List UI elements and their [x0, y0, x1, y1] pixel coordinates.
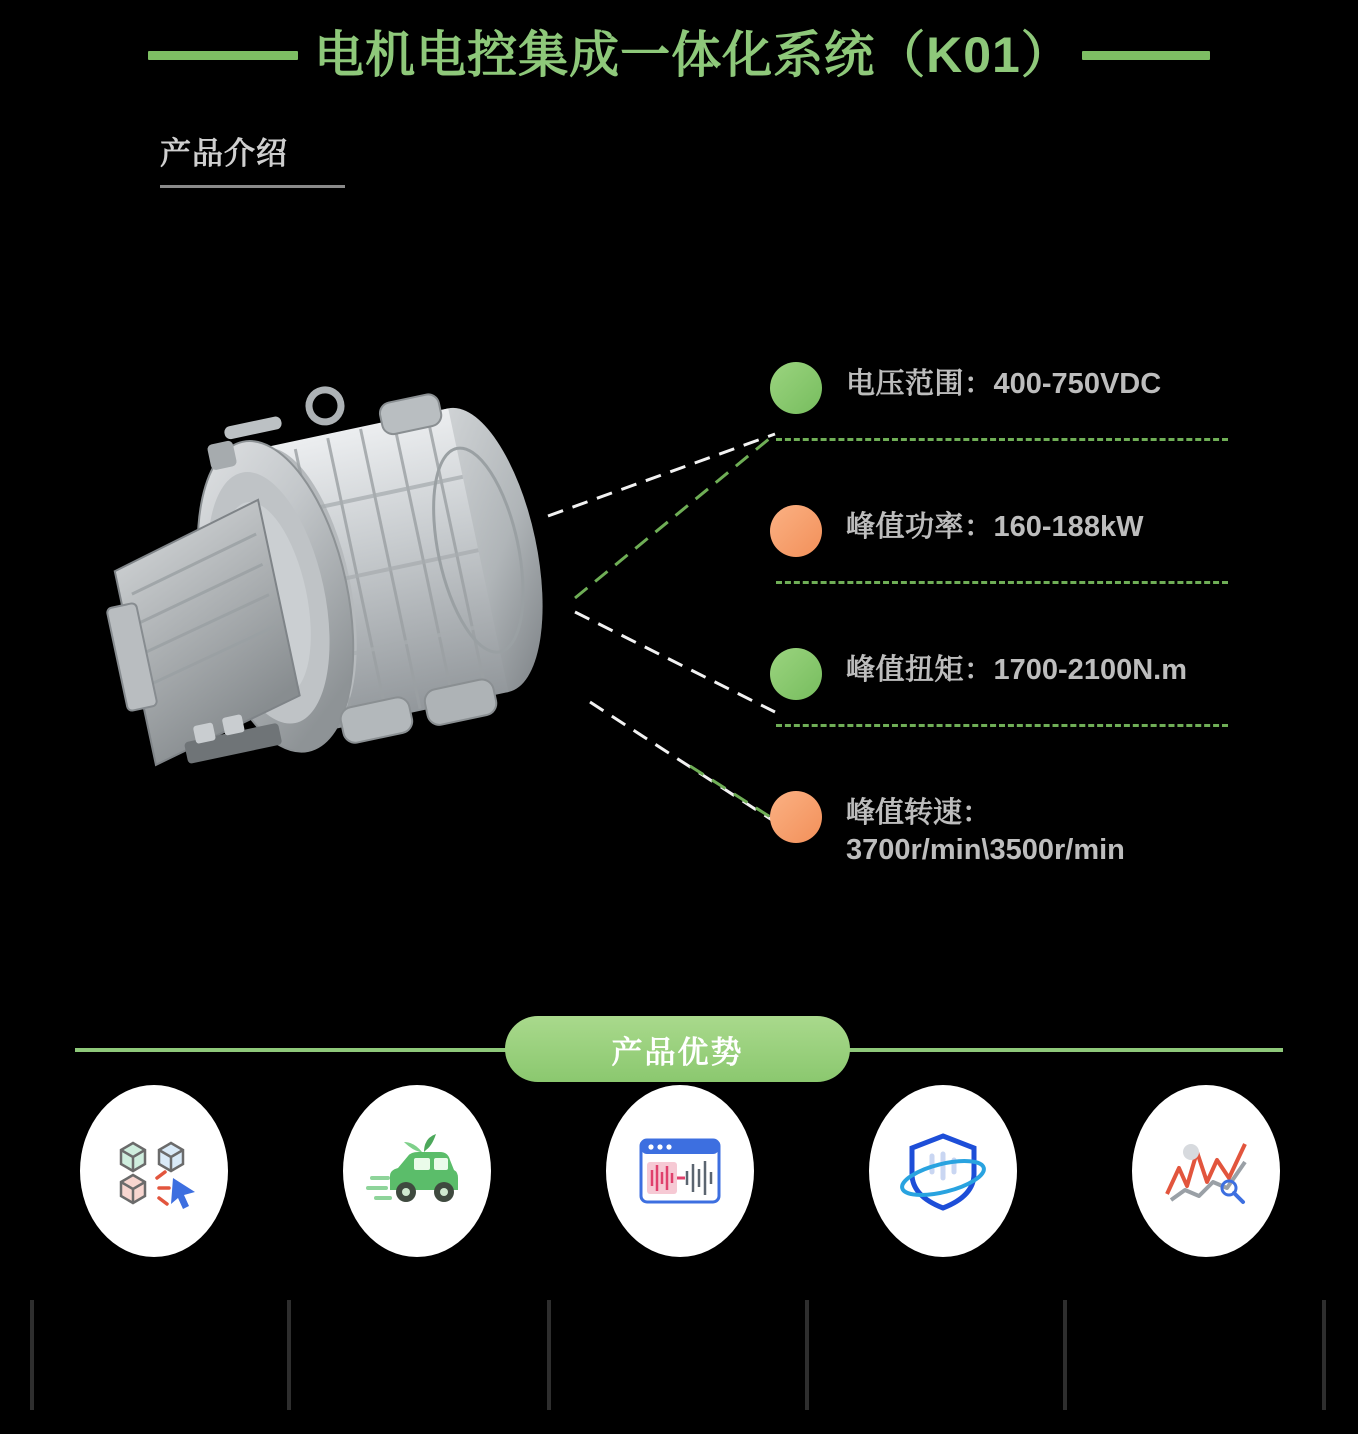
tick-mark: [547, 1300, 551, 1410]
product-photo: [62, 350, 602, 800]
spec-text: [846, 503, 1143, 546]
tick-mark: [1322, 1300, 1326, 1410]
spec-item-voltage: [770, 360, 1290, 503]
spec-bullet-orange: [770, 791, 822, 843]
spec-label: 电压范围：: [846, 368, 994, 400]
advantages-band: [0, 1010, 1358, 1090]
eco-car-icon: [362, 1116, 472, 1226]
advantages-rule-right: [843, 1048, 1283, 1052]
advantages-rule-left: [75, 1048, 515, 1052]
spec-bullet-green: [770, 362, 822, 414]
page-title: 电机电控集成一体化系统（K01）: [314, 27, 1072, 83]
advantage-icon-1: [80, 1085, 228, 1257]
advantage-icon-3: [606, 1085, 754, 1257]
spec-label: 峰值转速：: [846, 797, 992, 829]
page-header: [0, 0, 1358, 110]
advantage-icon-4: [869, 1085, 1017, 1257]
spec-divider: [776, 724, 1228, 727]
tick-mark: [287, 1300, 291, 1410]
spec-text: [846, 789, 1125, 869]
trend-chart-icon: [1151, 1116, 1261, 1226]
tick-mark: [1063, 1300, 1067, 1410]
section-underline: [160, 185, 345, 188]
spec-label: 峰值扭矩：: [846, 654, 994, 686]
bottom-tick-row: [0, 1300, 1358, 1420]
advantage-icon-5: [1132, 1085, 1280, 1257]
spec-value: 1700-2100N.m: [993, 654, 1187, 686]
spec-bullet-green: [770, 648, 822, 700]
advantages-title-pill: [505, 1016, 850, 1082]
spec-text: [846, 646, 1187, 689]
tick-mark: [805, 1300, 809, 1410]
section-heading: [160, 128, 360, 188]
spec-item-peak-power: [770, 503, 1290, 646]
advantages-title: 产品优势: [611, 1034, 744, 1070]
spec-list: [770, 360, 1290, 932]
spec-bullet-orange: [770, 505, 822, 557]
header-rule-right: [1082, 51, 1210, 60]
cubes-click-icon: [99, 1116, 209, 1226]
spec-item-peak-speed: [770, 789, 1290, 932]
spec-divider: [776, 438, 1228, 441]
advantages-icon-row: [80, 1085, 1280, 1265]
spec-item-peak-torque: [770, 646, 1290, 789]
spec-label: 峰值功率：: [846, 511, 994, 543]
spec-value: 160-188kW: [993, 511, 1144, 543]
spec-divider: [776, 581, 1228, 584]
waveform-window-icon: [625, 1116, 735, 1226]
tick-mark: [30, 1300, 34, 1410]
shield-orbit-icon: [888, 1116, 998, 1226]
spec-value: 400-750VDC: [993, 368, 1162, 400]
advantage-icon-2: [343, 1085, 491, 1257]
spec-value: 3700r/min\3500r/min: [846, 834, 1125, 867]
header-rule-left: [148, 51, 298, 60]
section-label-text: 产品介绍: [160, 136, 288, 171]
spec-text: [846, 360, 1161, 403]
